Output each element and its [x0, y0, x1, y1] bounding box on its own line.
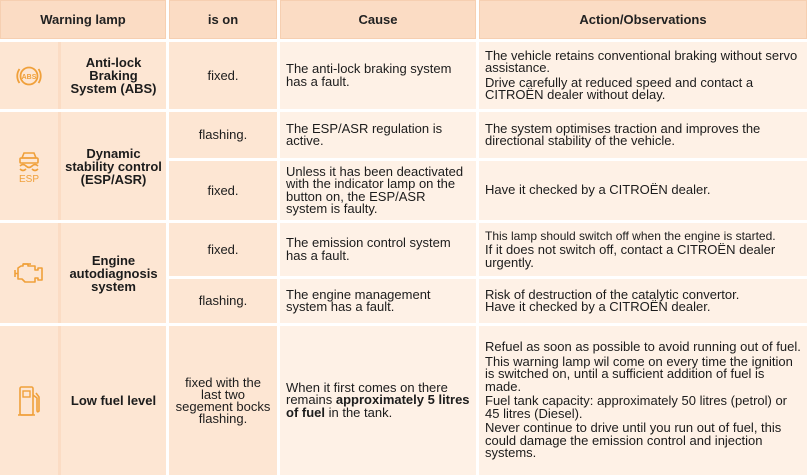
- action-abs-fixed: [479, 42, 807, 109]
- action-engine-fixed: [479, 223, 807, 276]
- cause-engine-fixed: [280, 223, 476, 276]
- cause-text: The anti-lock braking system has a fault.: [286, 61, 452, 89]
- header-warning-lamp: Warning lamp: [0, 0, 166, 39]
- esp-warning-icon: [0, 112, 58, 220]
- cause-abs-fixed: [280, 42, 476, 109]
- cause-esp-flashing: [280, 112, 476, 158]
- action-esp-flashing: [479, 112, 807, 158]
- state-fuel-fixed: fixed with the last two segement bocks flashing.: [169, 326, 277, 475]
- action-text: The vehicle retains conventional braking without servo assistance.: [485, 47, 798, 75]
- cause-engine-flashing: [280, 279, 476, 323]
- action-text: This lamp should switch off when the engine is started.: [485, 228, 776, 243]
- action-text: Risk of destruction of the catalytic convertor.: [485, 286, 740, 302]
- state-engine-flashing: flashing.: [169, 279, 277, 323]
- cause-suffix: in the tank.: [325, 404, 393, 420]
- cause-text: [286, 379, 470, 420]
- cause-bold: approximately 5 litres of fuel: [286, 392, 470, 420]
- lamp-engine: [0, 223, 166, 323]
- action-text: Never continue to drive until you run out of fuel, this could damage the emission control and injection systems.: [485, 420, 782, 461]
- action-text: Refuel as soon as possible to avoid running out of fuel.: [485, 339, 801, 355]
- state-engine-fixed: fixed.: [169, 223, 277, 276]
- action-text: Have it checked by a CITROËN dealer.: [485, 299, 711, 314]
- lamp-name-abs: Anti-lock Braking System (ABS): [61, 42, 166, 109]
- action-text: Fuel tank capacity: approximately 50 litres (petrol) or 45 litres (Diesel).: [485, 393, 788, 421]
- header-is-on: is on: [169, 0, 277, 39]
- action-engine-flashing: [479, 279, 807, 323]
- lamp-name-esp: Dynamic stability control (ESP/ASR): [61, 112, 166, 220]
- action-text: This warning lamp wil come on every time the ignition is switched on, until a sufficient addition of fuel is made.: [485, 353, 793, 394]
- action-fuel-fixed: [479, 326, 807, 475]
- lamp-abs: [0, 42, 166, 109]
- cause-esp-fixed: [280, 161, 476, 220]
- action-text: Drive carefully at reduced speed and contact a CITROËN dealer without delay.: [485, 74, 754, 102]
- lamp-name-fuel: Low fuel level: [61, 326, 166, 475]
- svg-text:ABS: ABS: [21, 73, 37, 81]
- header-cause: Cause: [280, 0, 476, 39]
- action-text: If it does not switch off, contact a CITROËN dealer urgently.: [485, 242, 776, 270]
- action-esp-fixed: [479, 161, 807, 220]
- cause-text: The engine management system has a fault.: [286, 286, 431, 314]
- state-abs-fixed: fixed.: [169, 42, 277, 109]
- cause-prefix: When it first comes on there remains: [286, 379, 448, 408]
- state-esp-fixed: fixed.: [169, 161, 277, 220]
- lamp-fuel: [0, 326, 166, 475]
- cause-fuel-fixed: [280, 326, 476, 475]
- header-action: Action/Observations: [479, 0, 807, 39]
- fuel-pump-icon: [0, 326, 58, 475]
- lamp-esp: [0, 112, 166, 220]
- abs-warning-icon: [0, 42, 58, 109]
- engine-warning-icon: [0, 223, 58, 323]
- state-esp-flashing: flashing.: [169, 112, 277, 158]
- esp-icon-text: ESP: [18, 174, 40, 184]
- action-text: Have it checked by a CITROËN dealer.: [485, 182, 711, 198]
- cause-text: The emission control system has a fault.: [286, 235, 451, 263]
- cause-text: Unless it has been deactivated with the indicator lamp on the button on, the ESP/ASR system is faulty.: [286, 163, 464, 216]
- cause-text: The ESP/ASR regulation is active.: [286, 120, 443, 148]
- lamp-name-engine: Engine autodiagnosis system: [61, 223, 166, 323]
- action-text: The system optimises traction and improves the directional stability of the vehicle.: [485, 120, 761, 148]
